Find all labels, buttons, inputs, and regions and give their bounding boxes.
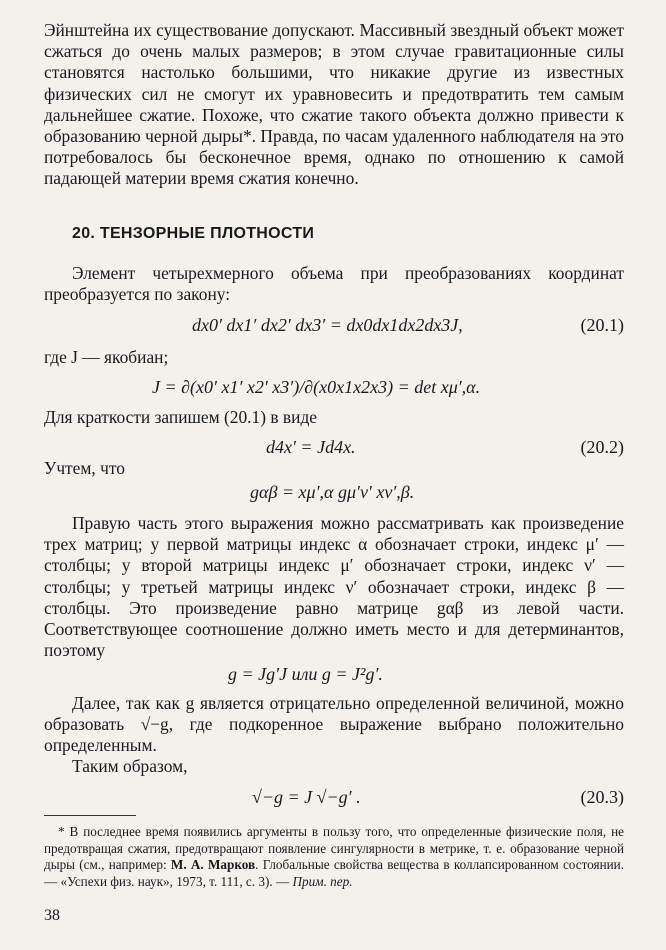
equation-20-1-formula: dx0′ dx1′ dx2′ dx3′ = dx0dx1dx2dx3J, (192, 315, 463, 335)
footnote-title: Глобальные свойства вещества в коллапсированном состоянии.— «Успехи физ. наук», 1973, т. 111, с. 3). — (44, 857, 625, 889)
jacobian-definition: где J — якобиан; (44, 347, 169, 367)
equation-determinant-formula: g = Jg′J или g = J²g′. (228, 664, 383, 684)
equation-20-1-number: (20.1) (580, 315, 624, 335)
footnote-rule (44, 815, 136, 816)
note-line: Учтем, что (44, 458, 125, 478)
equation-20-2-formula: d4x′ = Jd4x. (266, 437, 356, 457)
equation-20-2-number: (20.2) (580, 437, 624, 457)
footnote-author: М. А. Марков (170, 857, 256, 873)
section-heading: 20. ТЕНЗОРНЫЕ ПЛОТНОСТИ (72, 225, 315, 242)
equation-20-3-number: (20.3) (580, 787, 624, 807)
matrix-paragraph: Правую часть этого выражения можно рассматривать как произведение трех матриц; у первой матрицы индекс α обозначает строки, индекс μ′ — столбцы; у второй матрицы индекс μ′ обозначает строки, индекс ν′ — столбцы; у третьей матрицы индекс ν′ обозначает строки, индекс β — столбцы. Это произведение равно матрице gαβ из левой части. Соответствующее соотношение должно иметь место и для детерминантов, поэтому (44, 513, 624, 661)
thus-line: Таким образом, (72, 756, 188, 776)
equation-20-3-formula: √−g = J √−g′ . (252, 787, 361, 807)
brevity-line: Для краткости запишем (20.1) в виде (44, 407, 318, 427)
footnote-lead: * В последнее время появились аргументы в пользу того, что определенные физические поля, не предотвращая сжатия, предотвращают появление сингулярности в метрике, т. е. образование черной дыры (см., например: (44, 824, 624, 873)
footnote: * В последнее время появились аргументы в пользу того, что определенные физические поля, не предотвращая сжатия, предотвращают появление сингулярности в метрике, т. е. образование черной дыры (см., например: М. А. Марков. Глобальные свойства вещества в коллапсированном состоянии.— «Успехи физ. наук», 1973, т. 111, с. 3). — Прим. пер. (44, 824, 625, 889)
element-paragraph: Элемент четырехмерного объема при преобразованиях координат преобразуется по закону: (44, 263, 624, 305)
equation-jacobian-formula: J = ∂(x0′ x1′ x2′ x3′)/∂(x0x1x2x3) = det xμ′,α. (152, 377, 481, 397)
equation-metric-formula: gαβ = xμ′,α gμ′ν′ xν′,β. (250, 482, 415, 502)
intro-paragraph: Эйнштейна их существование допускают. Массивный звездный объект может сжаться до очень малых размеров; в этом случае гравитационные силы становятся настолько большими, что никакие другие из известных физических сил не смогут их уравновесить и предотвратить тем самым дальнейшее сжатие. Похоже, что сжатие такого объекта должно привести к образованию черной дыры*. Правда, по часам удаленного наблюдателя на это потребовалось бы бесконечное время, однако по отношению к самой падающей материи время сжатия конечно. (44, 20, 624, 189)
footnote-translator-note: Прим. пер. (292, 873, 353, 889)
sqrt-paragraph: Далее, так как g является отрицательно определенной величиной, можно образовать √−g, где подкоренное выражение выбрано положительно определенным. (44, 693, 624, 756)
page-number: 38 (44, 907, 60, 924)
